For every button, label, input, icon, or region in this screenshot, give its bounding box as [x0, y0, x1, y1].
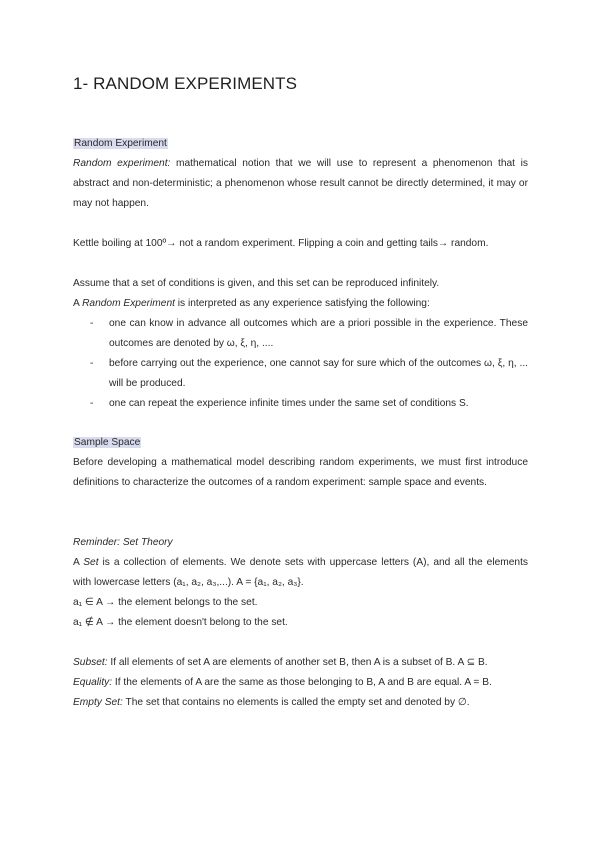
section-heading [73, 433, 528, 453]
set-term: Set [83, 557, 99, 568]
set-definition [73, 553, 528, 593]
section-random-experiment [73, 134, 528, 214]
set-prefix: A [73, 557, 84, 568]
list-item [73, 354, 528, 394]
empty-set-definition [73, 693, 528, 713]
list-item [73, 394, 528, 414]
list-item [73, 314, 528, 354]
definition-term: Random experiment: [73, 158, 171, 169]
set-theory-block [73, 533, 528, 633]
definition-paragraph [73, 154, 528, 214]
interpretation-suffix: is interpreted as any experience satisfying the following: [174, 298, 430, 309]
example-text: Kettle boiling at 100º→ not a random experiment. Flipping a coin and getting tails→ random. [73, 238, 489, 249]
list-item-text: before carrying out the experience, one cannot say for sure which of the outcomes ω, ξ, η, ... will be produced. [109, 358, 528, 389]
belongs-line: a₁ ∈ A → the element belongs to the set. [73, 597, 258, 608]
bullet-dash: - [90, 358, 94, 369]
reminder-heading [73, 533, 528, 553]
list-item-text: one can repeat the experience infinite times under the same set of conditions S. [109, 398, 469, 409]
empty-set-term: Empty Set: [73, 697, 123, 708]
interpretation-text [73, 294, 528, 314]
equality-term: Equality: [73, 677, 113, 688]
intro-paragraph: Before developing a mathematical model describing random experiments, we must first introduce definitions to characterize the outcomes of a random experiment: sample space and events. [73, 457, 528, 488]
interpretation-prefix: A [73, 298, 83, 309]
equality-text: If the elements of A are the same as those belonging to B, A and B are equal. A = B. [112, 677, 492, 688]
set-text: is a collection of elements. We denote sets with uppercase letters (A), and all the elements with lowercase letters (a₁, a₂, a₃,...). A = {a₁, a₂, a₃}. [73, 557, 528, 588]
subset-definition [73, 653, 528, 673]
example-paragraph [73, 234, 528, 254]
definition-text: mathematical notion that we will use to represent a phenomenon that is abstract and non-deterministic; a phenomenon whose result cannot be directly determined, it may or may not happen. [73, 158, 528, 209]
subset-term: Subset: [73, 657, 108, 668]
page-title: 1- RANDOM EXPERIMENTS [73, 74, 298, 93]
section-heading-text: Sample Space [74, 437, 141, 448]
section-heading [73, 134, 528, 154]
interpretation-term: Random Experiment [82, 298, 175, 309]
definitions-block [73, 653, 528, 713]
bullet-dash: - [90, 398, 94, 409]
empty-set-text: The set that contains no elements is called the empty set and denoted by ∅. [122, 697, 470, 708]
assume-text: Assume that a set of conditions is given, and this set can be reproduced infinitely. [73, 278, 440, 289]
equality-definition [73, 673, 528, 693]
reminder-text: Reminder: Set Theory [73, 537, 173, 548]
subset-text: If all elements of set A are elements of another set B, then A is a subset of B. A ⊆ B. [107, 657, 488, 668]
section-heading-text: Random Experiment [74, 138, 167, 149]
conditions-block [73, 274, 528, 414]
list-item-text: one can know in advance all outcomes which are a priori possible in the experience. These outcomes are denoted by ω, ξ, η, .... [109, 318, 528, 349]
bullet-dash: - [90, 318, 94, 329]
section-sample-space [73, 433, 528, 493]
not-belongs-line: a₁ ∉ A → the element doesn't belong to the set. [73, 617, 288, 628]
